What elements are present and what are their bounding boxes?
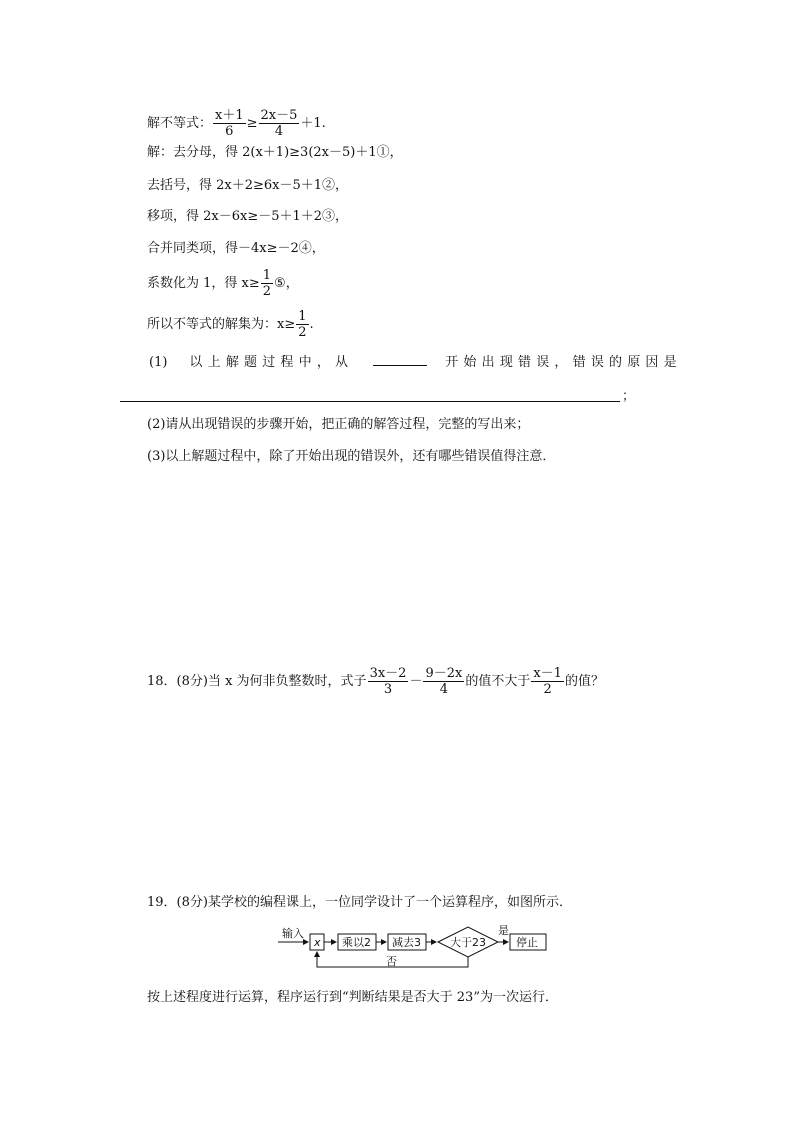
fraction-numerator: 2x－5 — [260, 108, 298, 123]
question-3: (3)以上解题过程中，除了开始出现的错误外，还有哪些错误值得注意． — [147, 449, 556, 464]
question-1-label: (1) — [149, 355, 168, 370]
flow-subtract-label: 减去3 — [392, 936, 421, 949]
flow-no-label: 否 — [386, 955, 397, 968]
fraction-denominator: 2 — [298, 325, 307, 340]
ge-sign: ≥ — [246, 116, 258, 131]
fraction-numerator: x－1 — [533, 666, 562, 681]
problem-tail: ＋1. — [300, 116, 326, 131]
step-5-prefix: 系数化为 1，得 x≥ — [147, 276, 260, 291]
p18-prefix: 18．(8分)当 x 为何非负整数时，式子 — [147, 674, 367, 689]
step-4: 合并同类项，得－4x≥－2④， — [147, 241, 325, 256]
fraction-denominator: 3 — [383, 682, 393, 697]
fraction-denominator: 2 — [543, 682, 552, 697]
fraction-numerator: 9－2x — [425, 666, 463, 681]
problem-19-note: 按上述程度进行运算，程序运行到“判断结果是否大于 23”为一次运行． — [147, 990, 558, 1005]
p18-fraction-3 — [531, 666, 564, 697]
fraction-denominator: 6 — [225, 124, 234, 139]
fraction-numerator: 3x－2 — [369, 666, 407, 681]
fraction-left — [213, 108, 246, 139]
step-1: 解：去分母，得 2(x＋1)≥3(2x－5)＋1①， — [147, 145, 403, 160]
question-1-text-a: 以上解题过程中，从 — [189, 355, 354, 370]
fraction-denominator: 4 — [439, 682, 449, 697]
flow-input-label: 输入 — [282, 927, 304, 940]
fraction-half — [296, 309, 308, 340]
flow-x-label: x — [314, 936, 321, 949]
answer-line[interactable] — [120, 401, 620, 402]
answer-blank[interactable] — [373, 353, 427, 366]
problem-intro: 解不等式： — [147, 116, 213, 131]
question-1-text-b: 开始出现错误，错误的原因是 — [445, 355, 682, 370]
p18-fraction-2 — [423, 666, 464, 697]
flowchart — [270, 925, 560, 975]
fraction-numerator: x＋1 — [215, 108, 244, 123]
solution-prefix: 所以不等式的解集为：x≥ — [147, 317, 296, 332]
fraction-numerator: 1 — [262, 268, 272, 283]
step-2: 去括号，得 2x＋2≥6x－5＋1②， — [147, 178, 349, 193]
flow-condition-label: 大于23 — [450, 936, 486, 949]
p18-fraction-1 — [368, 666, 409, 697]
flow-stop-label: 停止 — [516, 936, 538, 949]
fraction-half — [261, 268, 273, 299]
problem-statement — [147, 108, 326, 139]
problem-19: 19．(8分)某学校的编程课上，一位同学设计了一个运算程序，如图所示． — [147, 895, 572, 910]
fraction-numerator: 1 — [298, 309, 307, 324]
solution-suffix: . — [309, 317, 314, 332]
solution-set — [147, 309, 314, 340]
flow-multiply-label: 乘以2 — [342, 936, 371, 949]
question-2: (2)请从出现错误的步骤开始，把正确的解答过程，完整的写出来； — [147, 417, 530, 432]
question-1-end: ； — [622, 389, 636, 404]
p18-minus: － — [409, 674, 423, 689]
question-1 — [149, 353, 682, 372]
problem-18 — [147, 666, 604, 697]
fraction-denominator: 4 — [274, 124, 284, 139]
flow-yes-label: 是 — [498, 925, 509, 937]
fraction-denominator: 2 — [262, 284, 272, 299]
p18-mid: 的值不大于 — [465, 674, 531, 689]
step-3: 移项，得 2x－6x≥－5＋1＋2③， — [147, 209, 349, 224]
p18-suffix: 的值？ — [564, 674, 604, 689]
step-5 — [147, 268, 299, 299]
step-5-suffix: ⑤， — [274, 276, 299, 291]
fraction-right — [259, 108, 300, 139]
